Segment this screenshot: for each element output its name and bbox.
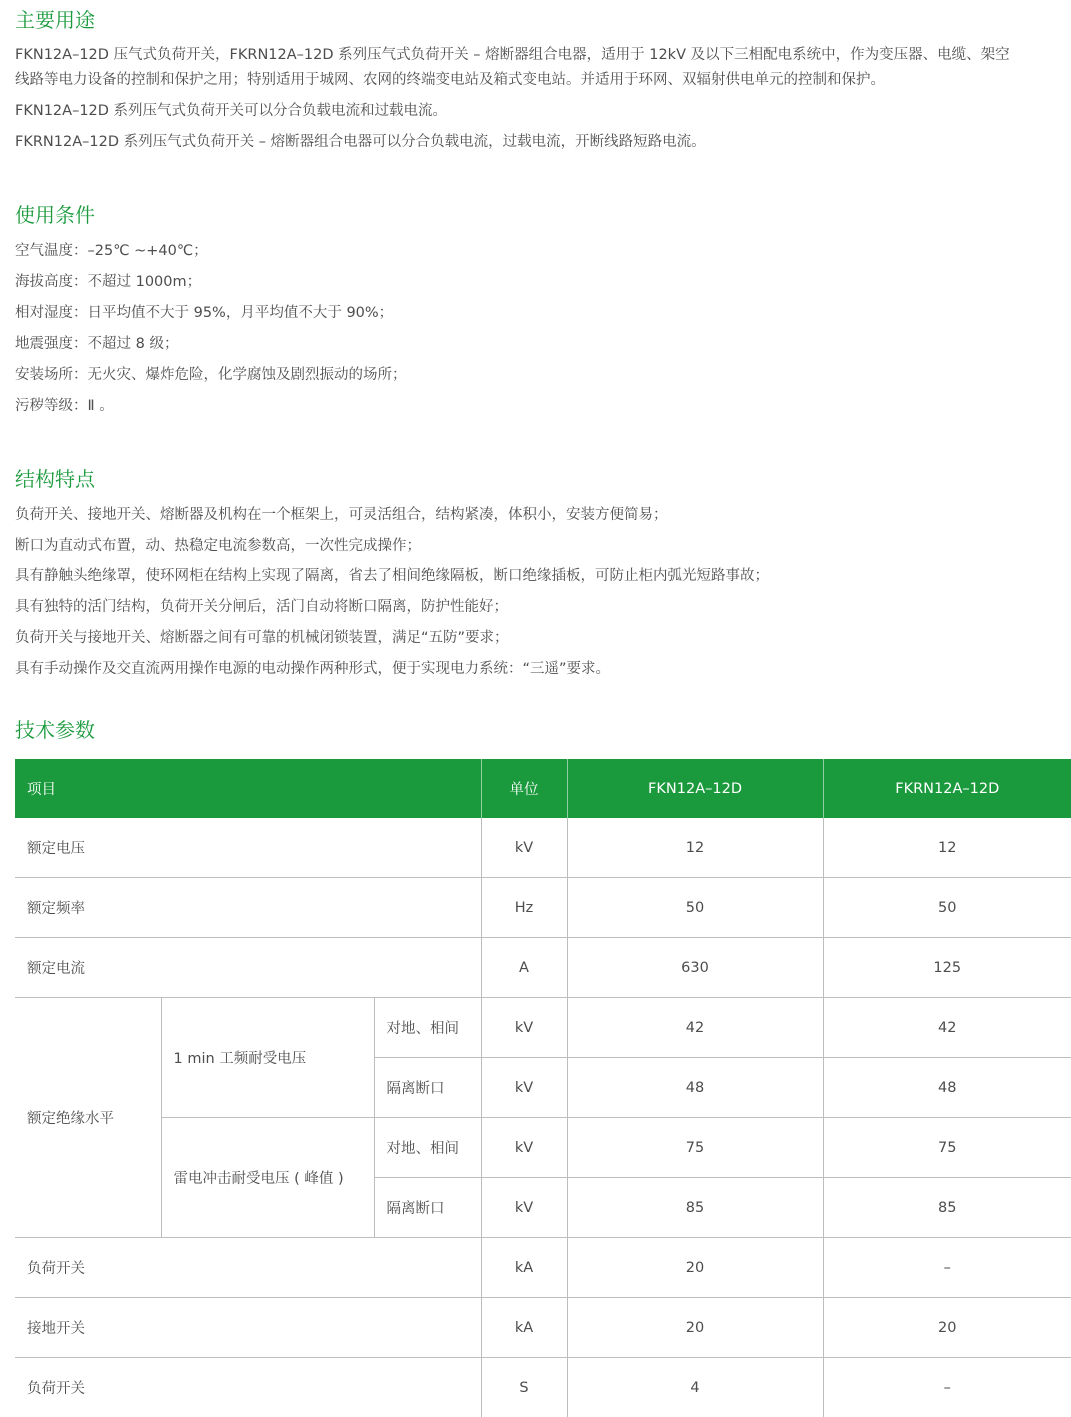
table-header-row xyxy=(15,759,1071,818)
row-unit: kV xyxy=(481,818,567,878)
insulation-group-label: 1 min 工频耐受电压 xyxy=(161,998,374,1118)
structure-line-3: 具有静触头绝缘罩，使环网柜在结构上实现了隔离，省去了相间绝缘隔板，断口绝缘插板，可防止柜内弧光短路事故； xyxy=(15,566,769,586)
usage-line-1: FKN12A–12D 压气式负荷开关，FKRN12A–12D 系列压气式负荷开关 – 熔断器组合电器，适用于 12kV 及以下三相配电系统中，作为变压器、电缆、架空 xyxy=(15,45,1010,65)
row-value-fkrn: 42 xyxy=(823,998,1071,1058)
usage-line-3: FKN12A–12D 系列压气式负荷开关可以分合负载电流和过载电流。 xyxy=(15,101,447,121)
insulation-sub-label: 隔离断口 xyxy=(374,1058,481,1118)
row-value-fkn: 12 xyxy=(567,818,823,878)
insulation-sub-label: 对地、相间 xyxy=(374,1118,481,1178)
row-value-fkrn: – xyxy=(823,1358,1071,1417)
table-row xyxy=(15,938,1071,998)
table-row xyxy=(15,878,1071,938)
structure-line-5: 负荷开关与接地开关、熔断器之间有可靠的机械闭锁装置，满足“五防”要求； xyxy=(15,628,509,648)
row-unit: kV xyxy=(481,1178,567,1238)
row-value-fkrn: – xyxy=(823,1238,1071,1298)
row-unit: A xyxy=(481,938,567,998)
row-value-fkn: 20 xyxy=(567,1238,823,1298)
row-unit: Hz xyxy=(481,878,567,938)
section-title-structure: 结构特点 xyxy=(15,467,95,491)
row-unit: kV xyxy=(481,998,567,1058)
row-value-fkn: 20 xyxy=(567,1298,823,1358)
row-value-fkn: 4 xyxy=(567,1358,823,1417)
row-value-fkrn: 85 xyxy=(823,1178,1071,1238)
row-value-fkn: 85 xyxy=(567,1178,823,1238)
row-item: 负荷开关 xyxy=(15,1238,481,1298)
row-value-fkrn: 20 xyxy=(823,1298,1071,1358)
row-value-fkn: 50 xyxy=(567,878,823,938)
table-row xyxy=(15,1118,1071,1178)
row-value-fkrn: 50 xyxy=(823,878,1071,938)
conditions-line-6: 污秽等级：Ⅱ 。 xyxy=(15,396,114,416)
header-unit: 单位 xyxy=(481,759,567,818)
usage-line-4: FKRN12A–12D 系列压气式负荷开关 – 熔断器组合电器可以分合负载电流，过载电流，开断线路短路电流。 xyxy=(15,132,706,152)
row-unit: kA xyxy=(481,1238,567,1298)
insulation-label: 额定绝缘水平 xyxy=(15,998,161,1238)
section-title-params: 技术参数 xyxy=(15,718,95,742)
structure-line-6: 具有手动操作及交直流两用操作电源的电动操作两种形式，便于实现电力系统：“三遥”要求。 xyxy=(15,659,610,679)
section-title-conditions: 使用条件 xyxy=(15,203,95,227)
row-item: 接地开关 xyxy=(15,1298,481,1358)
row-unit: kV xyxy=(481,1118,567,1178)
row-value-fkn: 42 xyxy=(567,998,823,1058)
row-item: 额定电流 xyxy=(15,938,481,998)
header-fkn: FKN12A–12D xyxy=(567,759,823,818)
header-item: 项目 xyxy=(15,759,481,818)
conditions-line-1: 空气温度：–25℃ ~+40℃； xyxy=(15,241,208,261)
row-unit: kV xyxy=(481,1058,567,1118)
table-row xyxy=(15,998,1071,1058)
insulation-group-label: 雷电冲击耐受电压 ( 峰值 ) xyxy=(161,1118,374,1238)
row-value-fkn: 48 xyxy=(567,1058,823,1118)
structure-line-1: 负荷开关、接地开关、熔断器及机构在一个框架上，可灵活组合，结构紧凑，体积小，安装方便简易； xyxy=(15,505,668,525)
row-value-fkrn: 48 xyxy=(823,1058,1071,1118)
row-value-fkrn: 12 xyxy=(823,818,1071,878)
row-unit: S xyxy=(481,1358,567,1417)
section-title-usage: 主要用途 xyxy=(15,8,95,32)
structure-line-2: 断口为直动式布置，动、热稳定电流参数高，一次性完成操作； xyxy=(15,536,421,556)
insulation-sub-label: 隔离断口 xyxy=(374,1178,481,1238)
row-value-fkn: 75 xyxy=(567,1118,823,1178)
conditions-line-4: 地震强度：不超过 8 级； xyxy=(15,334,178,354)
row-item: 额定频率 xyxy=(15,878,481,938)
tech-params-table xyxy=(15,759,1071,1417)
insulation-sub-label: 对地、相间 xyxy=(374,998,481,1058)
structure-line-4: 具有独特的活门结构，负荷开关分闸后，活门自动将断口隔离，防护性能好； xyxy=(15,597,508,617)
header-fkrn: FKRN12A–12D xyxy=(823,759,1071,818)
row-value-fkrn: 125 xyxy=(823,938,1071,998)
conditions-line-3: 相对湿度：日平均值不大于 95%，月平均值不大于 90%； xyxy=(15,303,393,323)
row-item: 额定电压 xyxy=(15,818,481,878)
conditions-line-2: 海拔高度：不超过 1000m； xyxy=(15,272,201,292)
row-unit: kA xyxy=(481,1298,567,1358)
table-row xyxy=(15,1238,1071,1298)
row-item: 负荷开关 xyxy=(15,1358,481,1417)
table-row xyxy=(15,1298,1071,1358)
table-row xyxy=(15,1358,1071,1417)
usage-line-2: 线路等电力设备的控制和保护之用；特别适用于城网、农网的终端变电站及箱式变电站。并适用于环网、双辐射供电单元的控制和保护。 xyxy=(15,70,885,90)
row-value-fkrn: 75 xyxy=(823,1118,1071,1178)
row-value-fkn: 630 xyxy=(567,938,823,998)
table-row xyxy=(15,818,1071,878)
conditions-line-5: 安装场所：无火灾、爆炸危险，化学腐蚀及剧烈振动的场所； xyxy=(15,365,407,385)
